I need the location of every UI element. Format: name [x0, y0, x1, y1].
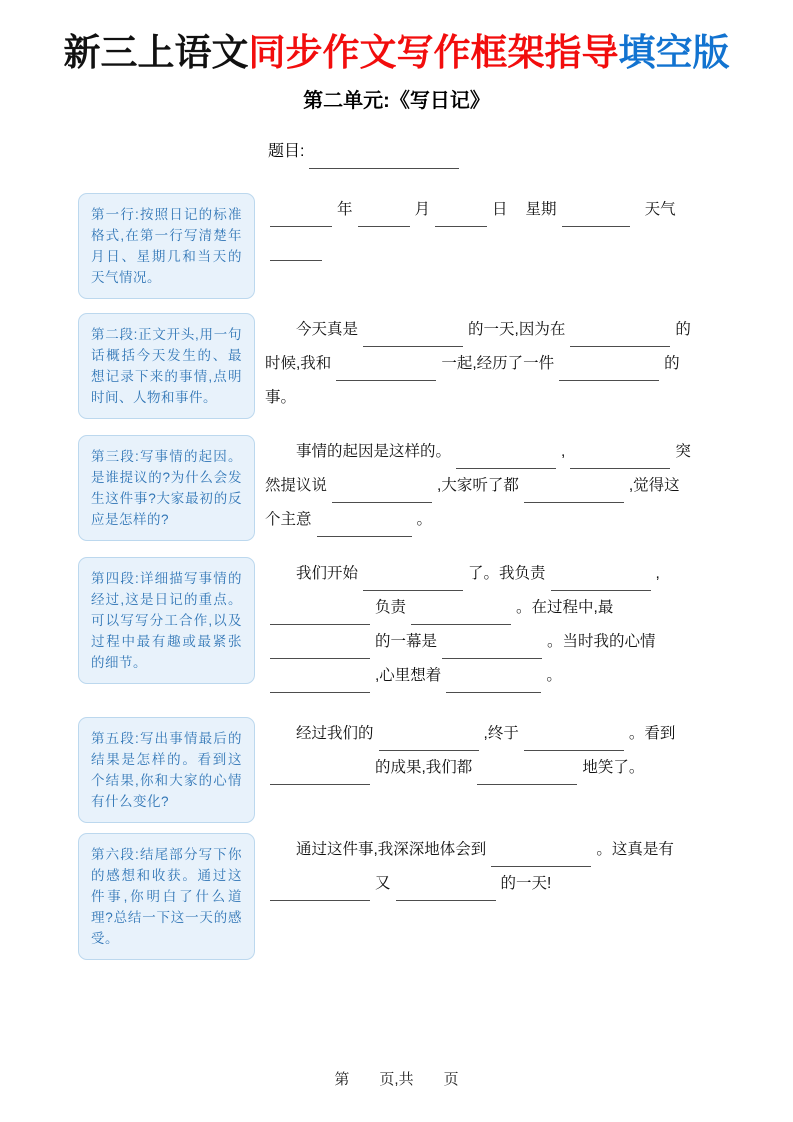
- blank-line: [270, 632, 370, 659]
- text-segment: 的一天!: [500, 875, 552, 892]
- text-segment: 。这真是有: [596, 841, 674, 858]
- unit-subtitle: 第二单元:《写日记》: [303, 90, 490, 112]
- text-segment: 的一幕是: [375, 633, 438, 650]
- text-segment: 天气: [644, 201, 676, 218]
- content-line: [265, 597, 720, 631]
- section-1: [78, 193, 720, 299]
- instruction-box-5: 第五段:写出事情最后的结果是怎样的。看到这个结果,你和大家的心情有什么变化?: [78, 717, 255, 823]
- text-segment: 。: [546, 667, 562, 684]
- text-segment: 然提议说: [265, 477, 328, 494]
- text-segment: 时候,我和: [265, 355, 332, 372]
- fill-in-content-5: [265, 717, 720, 791]
- blank-line: [363, 320, 463, 347]
- blank-line: [524, 476, 624, 503]
- blank-line: [551, 564, 651, 591]
- text-segment: 事。: [265, 389, 297, 406]
- blank-line: [270, 758, 370, 785]
- content-line: [265, 631, 720, 665]
- text-segment: 地笑了。: [582, 759, 645, 776]
- instruction-box-2: 第二段:正文开头,用一句话概括今天发生的、最想记录下来的事情,点明时间、人物和事件。: [78, 313, 255, 419]
- text-segment: 了。我负责: [468, 565, 546, 582]
- blank-line: [477, 758, 577, 785]
- title-part-red: 同步作文写作框架指导: [248, 32, 619, 73]
- section-6: [78, 833, 720, 960]
- text-segment: 年: [337, 201, 353, 218]
- fill-in-content-1: [265, 193, 720, 267]
- blank-line: [446, 666, 541, 693]
- text-segment: ,大家听了都: [437, 477, 519, 494]
- text-segment: 。在过程中,最: [516, 599, 614, 616]
- content-line: [265, 233, 720, 267]
- content-line: [265, 353, 720, 387]
- topic-line: [268, 141, 464, 169]
- blank-line: [270, 200, 332, 227]
- blank-line: [559, 354, 659, 381]
- content-line: [265, 441, 720, 475]
- section-3: [78, 435, 720, 543]
- footer-part: 页: [443, 1071, 459, 1088]
- blank-line: [491, 840, 591, 867]
- content-line: [265, 199, 720, 233]
- blank-line: [570, 320, 670, 347]
- content-line: [265, 873, 720, 907]
- instruction-box-3: 第三段:写事情的起因。是谁提议的?为什么会发生这件事?大家最初的反应是怎样的?: [78, 435, 255, 541]
- text-segment: 一起,经历了一件: [441, 355, 555, 372]
- text-segment: 今天真是: [296, 321, 359, 338]
- text-segment: 星期: [525, 201, 557, 218]
- content-line: [265, 387, 720, 421]
- content-line: [265, 723, 720, 757]
- content-line: [265, 509, 720, 543]
- fill-in-content-3: [265, 435, 720, 543]
- topic-label: 题目:: [268, 143, 305, 160]
- blank-line: [435, 200, 487, 227]
- text-segment: 又: [375, 875, 391, 892]
- content-line: [265, 563, 720, 597]
- text-segment: 负责: [375, 599, 407, 616]
- spacer: [508, 213, 526, 214]
- section-2: [78, 313, 720, 421]
- text-segment: ,心里想着: [375, 667, 442, 684]
- text-segment: 的: [664, 355, 680, 372]
- section-4: [78, 557, 720, 699]
- text-segment: ,: [655, 565, 660, 582]
- page-title: [0, 22, 793, 76]
- blank-line: [358, 200, 410, 227]
- blank-line: [562, 200, 630, 227]
- text-segment: 通过这件事,我深深地体会到: [296, 841, 487, 858]
- text-segment: 。: [416, 511, 433, 528]
- text-segment: 。看到: [628, 725, 676, 742]
- text-segment: ,终于: [483, 725, 519, 742]
- blank-line: [270, 666, 370, 693]
- fill-in-content-4: [265, 557, 720, 699]
- content-line: [265, 319, 720, 353]
- blank-line: [332, 476, 432, 503]
- text-segment: 个主意: [265, 511, 312, 528]
- content-line: [265, 839, 720, 873]
- text-segment: ,觉得这: [628, 477, 680, 494]
- text-segment: 。当时我的心情: [547, 633, 656, 650]
- instruction-box-1: 第一行:按照日记的标准格式,在第一行写清楚年月日、星期几和当天的天气情况。: [78, 193, 255, 299]
- blank-line: [442, 632, 542, 659]
- blank-line: [317, 510, 412, 537]
- text-segment: 的成果,我们都: [375, 759, 473, 776]
- instruction-box-4: 第四段:详细描写事情的经过,这是日记的重点。可以写写分工合作,以及过程中最有趣或最紧张的细节。: [78, 557, 255, 684]
- blank-line: [411, 598, 511, 625]
- blank-line: [363, 564, 463, 591]
- text-segment: 事情的起因是这样的。: [296, 443, 452, 460]
- text-segment: ,: [561, 443, 566, 460]
- fill-in-content-2: [265, 313, 720, 421]
- text-segment: 经过我们的: [296, 725, 374, 742]
- text-segment: 的: [675, 321, 691, 338]
- section-5: [78, 717, 720, 823]
- blank-line: [270, 234, 322, 261]
- content-line: [265, 665, 720, 699]
- blank-line: [524, 724, 624, 751]
- text-segment: 的一天,因为在: [468, 321, 566, 338]
- blank-line: [379, 724, 479, 751]
- content-line: [265, 475, 720, 509]
- blank-line: [570, 442, 670, 469]
- instruction-box-6: 第六段:结尾部分写下你的感想和收获。通过这件事,你明白了什么道理?总结一下这一天的感受。: [78, 833, 255, 960]
- text-segment: 日: [492, 201, 508, 218]
- blank-line: [270, 874, 370, 901]
- footer-part: 第: [334, 1071, 350, 1088]
- blank-line: [456, 442, 556, 469]
- page-footer: [0, 1068, 793, 1089]
- text-segment: 月: [414, 201, 431, 218]
- blank-line: [396, 874, 496, 901]
- blank-line: [336, 354, 436, 381]
- text-segment: 我们开始: [296, 565, 359, 582]
- blank-line: [270, 598, 370, 625]
- footer-part: 页,共: [379, 1071, 414, 1088]
- text-segment: 突: [675, 443, 691, 460]
- title-part-black: 新三上语文: [63, 32, 249, 73]
- spacer: [635, 213, 645, 214]
- topic-blank-line: [309, 142, 459, 169]
- fill-in-content-6: [265, 833, 720, 907]
- content-line: [265, 757, 720, 791]
- title-part-blue: 填空版: [618, 32, 730, 73]
